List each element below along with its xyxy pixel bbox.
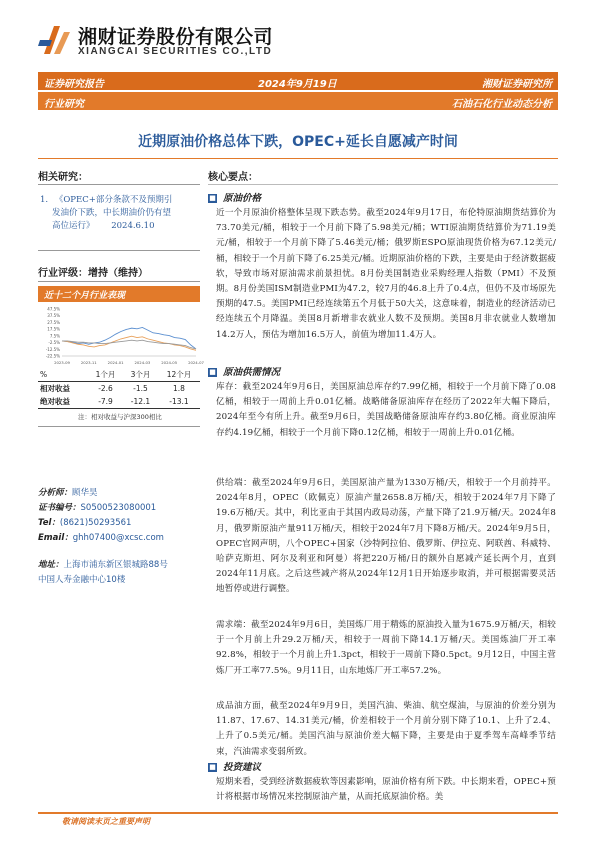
- y-tick-label: -2.5%: [48, 340, 60, 346]
- table-row: [38, 382, 200, 396]
- x-tick-label: 2024-01: [107, 360, 124, 365]
- table-note: 注：相对收益与沪深300相比: [78, 413, 162, 421]
- section-bullet-icon: ■: [209, 194, 216, 202]
- title-divider: [38, 158, 558, 159]
- y-tick-label: 7.5%: [49, 333, 60, 339]
- sidebar-divider: [38, 281, 200, 282]
- key-points-heading: 核心要点：: [208, 172, 258, 183]
- company-logo-icon: [38, 20, 78, 58]
- section-heading-text: 原油价格: [223, 193, 262, 204]
- paragraph-investment: 短期来看，受到经济数据疲软等因素影响，原油价格有所下跌。中长期来看，OPEC+预计将根据市场情况来控制原油产量，从而托底原油价格。美: [216, 777, 556, 803]
- company-name-en: XIANGCAI SECURITIES CO.,LTD: [78, 46, 273, 57]
- rating-label: 行业评级：: [38, 268, 88, 279]
- paragraph-demand: 需求端：截至2024年9月6日，美国炼厂用于精炼的原油投入量为1675.9万桶/天，相较于一个月前上升29.2万桶/天，相较于一周前下降14.1万桶/天。美国炼油厂开工率92.8%，相较于一个月前上升1.3pct，相较于一周前下降0.5pct。9月12日，中国主营炼厂开工率77.5%。9月11日，山东地炼厂开工率57.2%。: [216, 620, 556, 676]
- sidebar-divider: [38, 184, 200, 185]
- paragraph-crude-price: 近一个月原油价格整体呈现下跌态势。截至2024年9月17日，布伦特原油期货结算价为73.70美元/桶，相较于一个月前下降了5.98美元/桶；WTI原油期货结算价为71.19美元/桶，相较于一个月前下降了5.46美元/桶；俄罗斯ESPO原油现货价格为67.12美元/桶，相较于一个月前下降了6.25美元/桶。近期原油价格的下跌，主要是由于经济数据疲软，导致市场对原油需求前景担忧。8月份美国制造业采购经理人指数（PMI）不及预期。8月份美国ISM制造业PMI为47.2，较7月的46.8上升了0.4点，但仍不及市场原先预期的47.5。美国PMI已经连续第五个月低于50大关，这意味着，制造业的经济活动已经连续五个月降温。美国8月新增非农就业人数不及预期。美国8月非农就业人数增加14.2万人，预估为增加16.5万人，前值为增加11.4万人。: [216, 208, 556, 340]
- table-cell: -12.1: [130, 397, 151, 406]
- related-item-title-l2: 发油价下跌，中长期油价仍有望: [52, 208, 172, 218]
- report-subcategory: 石油石化行业动态分析: [452, 99, 552, 110]
- address-line-1: 上海市浦东新区银城路88号: [63, 560, 168, 570]
- paragraph-inventory: 库存：截至2024年9月6日，美国原油总库存约7.99亿桶，相较于一个月前下降了0.08亿桶，相较于一周前上升0.01亿桶。战略储备原油库存在经历了2022年大幅下降后，2024年至今有所上升。截至9月6日，美国战略储备原油库存约3.80亿桶。商业原油库存约4.19亿桶，相较于一个月前下降0.12亿桶，相较于一周前上升0.01亿桶。: [216, 382, 556, 438]
- table-cell: -7.9: [98, 397, 113, 406]
- section-heading-supply-demand: [208, 364, 280, 378]
- header-band-top: [38, 72, 558, 90]
- related-item-title-l1: 《OPEC+部分条款不及预期引: [54, 195, 173, 205]
- institute-name: 湘财证券研究所: [482, 79, 552, 90]
- paragraph-supply: 供给端：截至2024年9月6日，美国原油产量为1330万桶/天，相较于一个月前持平。2024年8月，OPEC（欧佩克）原油产量2658.8万桶/天，相较于2024年7月下降了19.6万桶/天。其中，利比亚由于其国内政局动荡，产量下降了21.9万桶/天。2024年8月，俄罗斯原油产量911万桶/天，相较于2024年7月下降8万桶/天。2024年9月5日，OPEC官网声明，八个OPEC+国家（沙特阿拉伯、俄罗斯、伊拉克、阿联酋、科威特、哈萨克斯坦、阿尔及利亚和阿曼）将把220万桶/日的额外自愿减产延长两个月，直到2024年11月底。之后这些减产将从2024年12月1日开始逐步取消，并可根据需要灵活地暂停或进行调整。: [216, 478, 556, 595]
- main-divider: [208, 184, 558, 185]
- performance-table: [38, 368, 200, 409]
- paragraph-products: 成品油方面，截至2024年9月9日，美国汽油、柴油、航空煤油，与原油的价差分别为11.87、17.67、14.31美元/桶，价差相较于一个月前分别下降了10.1、上升了2.4、上升了0.5美元/桶。美国汽油与原油价差大幅下降，主要是由于夏季驾车高峰季节结束，汽油需求变弱所致。: [216, 701, 556, 757]
- analyst-name-label: 分析师：: [38, 488, 73, 498]
- page-title: 近期原油价格总体下跌，OPEC+延长自愿减产时间: [138, 134, 458, 150]
- tel-number: (8621)50293561: [59, 518, 132, 528]
- table-header-cell: 1个月: [95, 370, 116, 379]
- chart-heading: 近十二个月行业表现: [44, 291, 126, 301]
- research-category: 行业研究: [44, 99, 84, 110]
- table-cell: -13.1: [169, 397, 189, 406]
- x-tick-label: 2024-07: [188, 360, 204, 365]
- report-type: 证券研究报告: [44, 79, 104, 90]
- cert-label: 证书编号：: [38, 503, 81, 513]
- footer-disclaimer[interactable]: 敬请阅读末页之重要声明: [62, 817, 150, 826]
- section-heading-crude-price: [208, 190, 261, 204]
- table-header-cell: 3个月: [130, 370, 151, 379]
- cert-number: S0500523080001: [80, 503, 157, 513]
- table-cell: -1.5: [133, 384, 148, 393]
- table-header-row: [38, 368, 200, 382]
- analyst-info: [38, 486, 203, 588]
- table-cell: -2.6: [98, 384, 113, 393]
- related-item-num: 1.: [40, 195, 49, 205]
- section-heading-investment: [208, 759, 261, 773]
- y-tick-label: 17.5%: [47, 326, 60, 332]
- related-research-heading: 相关研究：: [38, 172, 88, 183]
- x-tick-label: 2023-11: [80, 360, 97, 365]
- section-bullet-icon: ■: [209, 368, 216, 376]
- footer-divider: [38, 812, 558, 814]
- address-label: 地址：: [38, 560, 64, 570]
- email-address[interactable]: ghh07400@xcsc.com: [72, 533, 164, 543]
- x-tick-label: 2024-03: [134, 360, 151, 365]
- tel-label: Tel：: [38, 518, 60, 528]
- company-name-cn: 湘财证券股份有限公司: [78, 26, 274, 48]
- related-research-item[interactable]: [40, 194, 200, 233]
- table-cell: 1.8: [173, 384, 185, 393]
- table-header-cell: %: [40, 370, 48, 379]
- row-label: 绝对收益: [40, 397, 70, 406]
- rating-value: 增持（维持）: [88, 268, 148, 279]
- header-band-bottom: [38, 92, 558, 110]
- x-tick-label: 2024-05: [161, 360, 178, 365]
- address-line-2: 中国人寿金融中心10楼: [38, 575, 126, 585]
- row-label: 相对收益: [40, 384, 70, 393]
- sidebar-divider: [38, 426, 200, 427]
- y-tick-label: -22.5%: [45, 353, 60, 359]
- section-heading-text: 原油供需情况: [223, 367, 281, 378]
- chart-heading-band: [38, 286, 200, 302]
- y-tick-label: -12.5%: [45, 346, 60, 352]
- x-tick-label: 2023-09: [54, 360, 70, 365]
- y-tick-label: 37.5%: [47, 313, 60, 319]
- table-header-cell: 12个月: [166, 370, 192, 379]
- report-date: 2024年9月19日: [258, 79, 337, 90]
- series-line-0: [62, 327, 196, 348]
- section-bullet-icon: ■: [209, 763, 216, 771]
- y-tick-label: 27.5%: [47, 319, 60, 325]
- industry-performance-chart: [38, 306, 204, 366]
- related-item-title-l3: 高位运行》: [52, 221, 95, 231]
- y-tick-label: 47.5%: [47, 306, 60, 312]
- analyst-name: 顾华昊: [72, 488, 98, 498]
- table-row: [38, 395, 200, 409]
- sidebar-divider: [38, 250, 200, 251]
- email-label: Email：: [38, 533, 73, 543]
- related-item-date: 2024.6.10: [111, 221, 155, 231]
- section-heading-text: 投资建议: [223, 762, 262, 773]
- industry-rating: [38, 264, 148, 279]
